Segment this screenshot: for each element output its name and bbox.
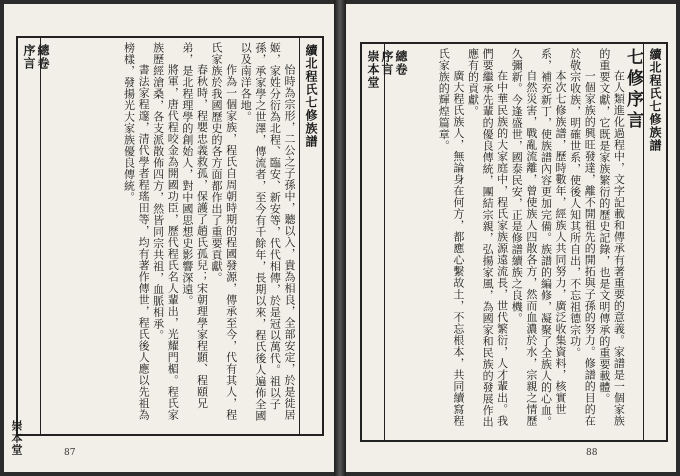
right-body-text xyxy=(388,48,643,436)
paragraph: 怡時為宗形，二公之子孫中，聽以入，貴為相良，全部安定，於是徙居姬，家姓分衍為北程、臨安、新安等，代代相傳，於是冠以萬代。祖以子孫，承家學之世澤，傳流者，至今有千餘年，長期以來，程氏後人遍佈全國以及南洋各地。 xyxy=(239,42,296,422)
hall-name: 崇本堂 xyxy=(366,50,380,89)
hall-name: 崇本堂 xyxy=(10,420,23,456)
right-page xyxy=(346,4,676,472)
divider xyxy=(643,44,644,440)
left-page-frame xyxy=(16,36,324,436)
paragraph: 書法家程邃，清代學者程瑤田等，均有著作傳世，程氏後人應以先祖為榜樣，發揚光大家族優良傳統。 xyxy=(122,42,151,421)
paragraph: 在人類進化過程中，文字記載和傳承有著重要的意義。家譜是一個家族的重要文獻，它既是家族繁衍的歷史記錄，也是文明傳承的重要載體。 xyxy=(597,48,626,427)
book-title: 續北程氏七修族譜 xyxy=(304,44,318,148)
paragraph: 在中華民族的大家庭中，程氏家族源遠流長，世代繁衍，人才輩出。我們要繼承先輩的優良傳統，團結宗親，弘揚家風，為國家和民族的發展作出應有的貢獻。 xyxy=(466,48,509,428)
divider xyxy=(40,38,41,434)
left-page xyxy=(4,4,334,472)
paragraph: 本次七修族譜，歷時數年，經族人共同努力，廣泛收集資料，核實世系，補充新丁，使族譜內容更加完備。族譜的編修，凝聚了全族人的心血。 xyxy=(539,48,568,428)
book-title-column xyxy=(304,44,318,148)
left-body-text xyxy=(44,42,296,430)
paragraph: 春秋時，程嬰忠義救孤，保護了趙氏孤兒；宋朝理學家程顥、程頤兄弟，是北程理學的創始人，對中國思想史影響深遠。 xyxy=(180,42,209,409)
right-page-frame xyxy=(360,42,668,442)
page-number: 88 xyxy=(586,448,598,458)
book-title-column xyxy=(648,48,662,152)
paragraph: 一個家族的興旺發達，離不開祖先的開拓與子孫的努力。修譜的目的在於敬宗收族，明確世系，使後人知其所自出，不忘祖德宗功。 xyxy=(568,48,597,427)
divider xyxy=(299,38,300,434)
preface-title: 七修序言 xyxy=(623,48,643,132)
paragraph: 作為一個家族，程氏自周朝時期的程國發源，傳承至今，代有其人，程氏家族於我國歷史的各方面都作出了重要貢獻。 xyxy=(210,42,238,421)
book-gutter xyxy=(334,0,346,476)
book-title: 續北程氏七修族譜 xyxy=(648,48,662,152)
page-number: 87 xyxy=(64,448,76,458)
section-label: 序言 xyxy=(380,50,394,76)
section-label: 序言 xyxy=(22,44,36,70)
paragraph: 自然災害，戰亂流離，曾使族人四散各方，然而血濃於水，宗親之情歷久彌新。今逢盛世，國泰民安，正是修譜續族之良機。 xyxy=(510,48,538,427)
paragraph: 廣大程氏族人，無論身在何方，都應心繫故土，不忘根本，共同續寫程氏家族的輝煌篇章。 xyxy=(437,48,465,427)
volume-label: 總卷 xyxy=(36,44,50,70)
paragraph: 將軍，唐代程咬金為開國功臣，歷代程氏名人輩出，光耀門楣。程氏家族歷經滄桑，各支派散佈四方，然皆同宗共祖，血脈相承。 xyxy=(151,42,180,421)
volume-label: 總卷 xyxy=(394,50,408,76)
